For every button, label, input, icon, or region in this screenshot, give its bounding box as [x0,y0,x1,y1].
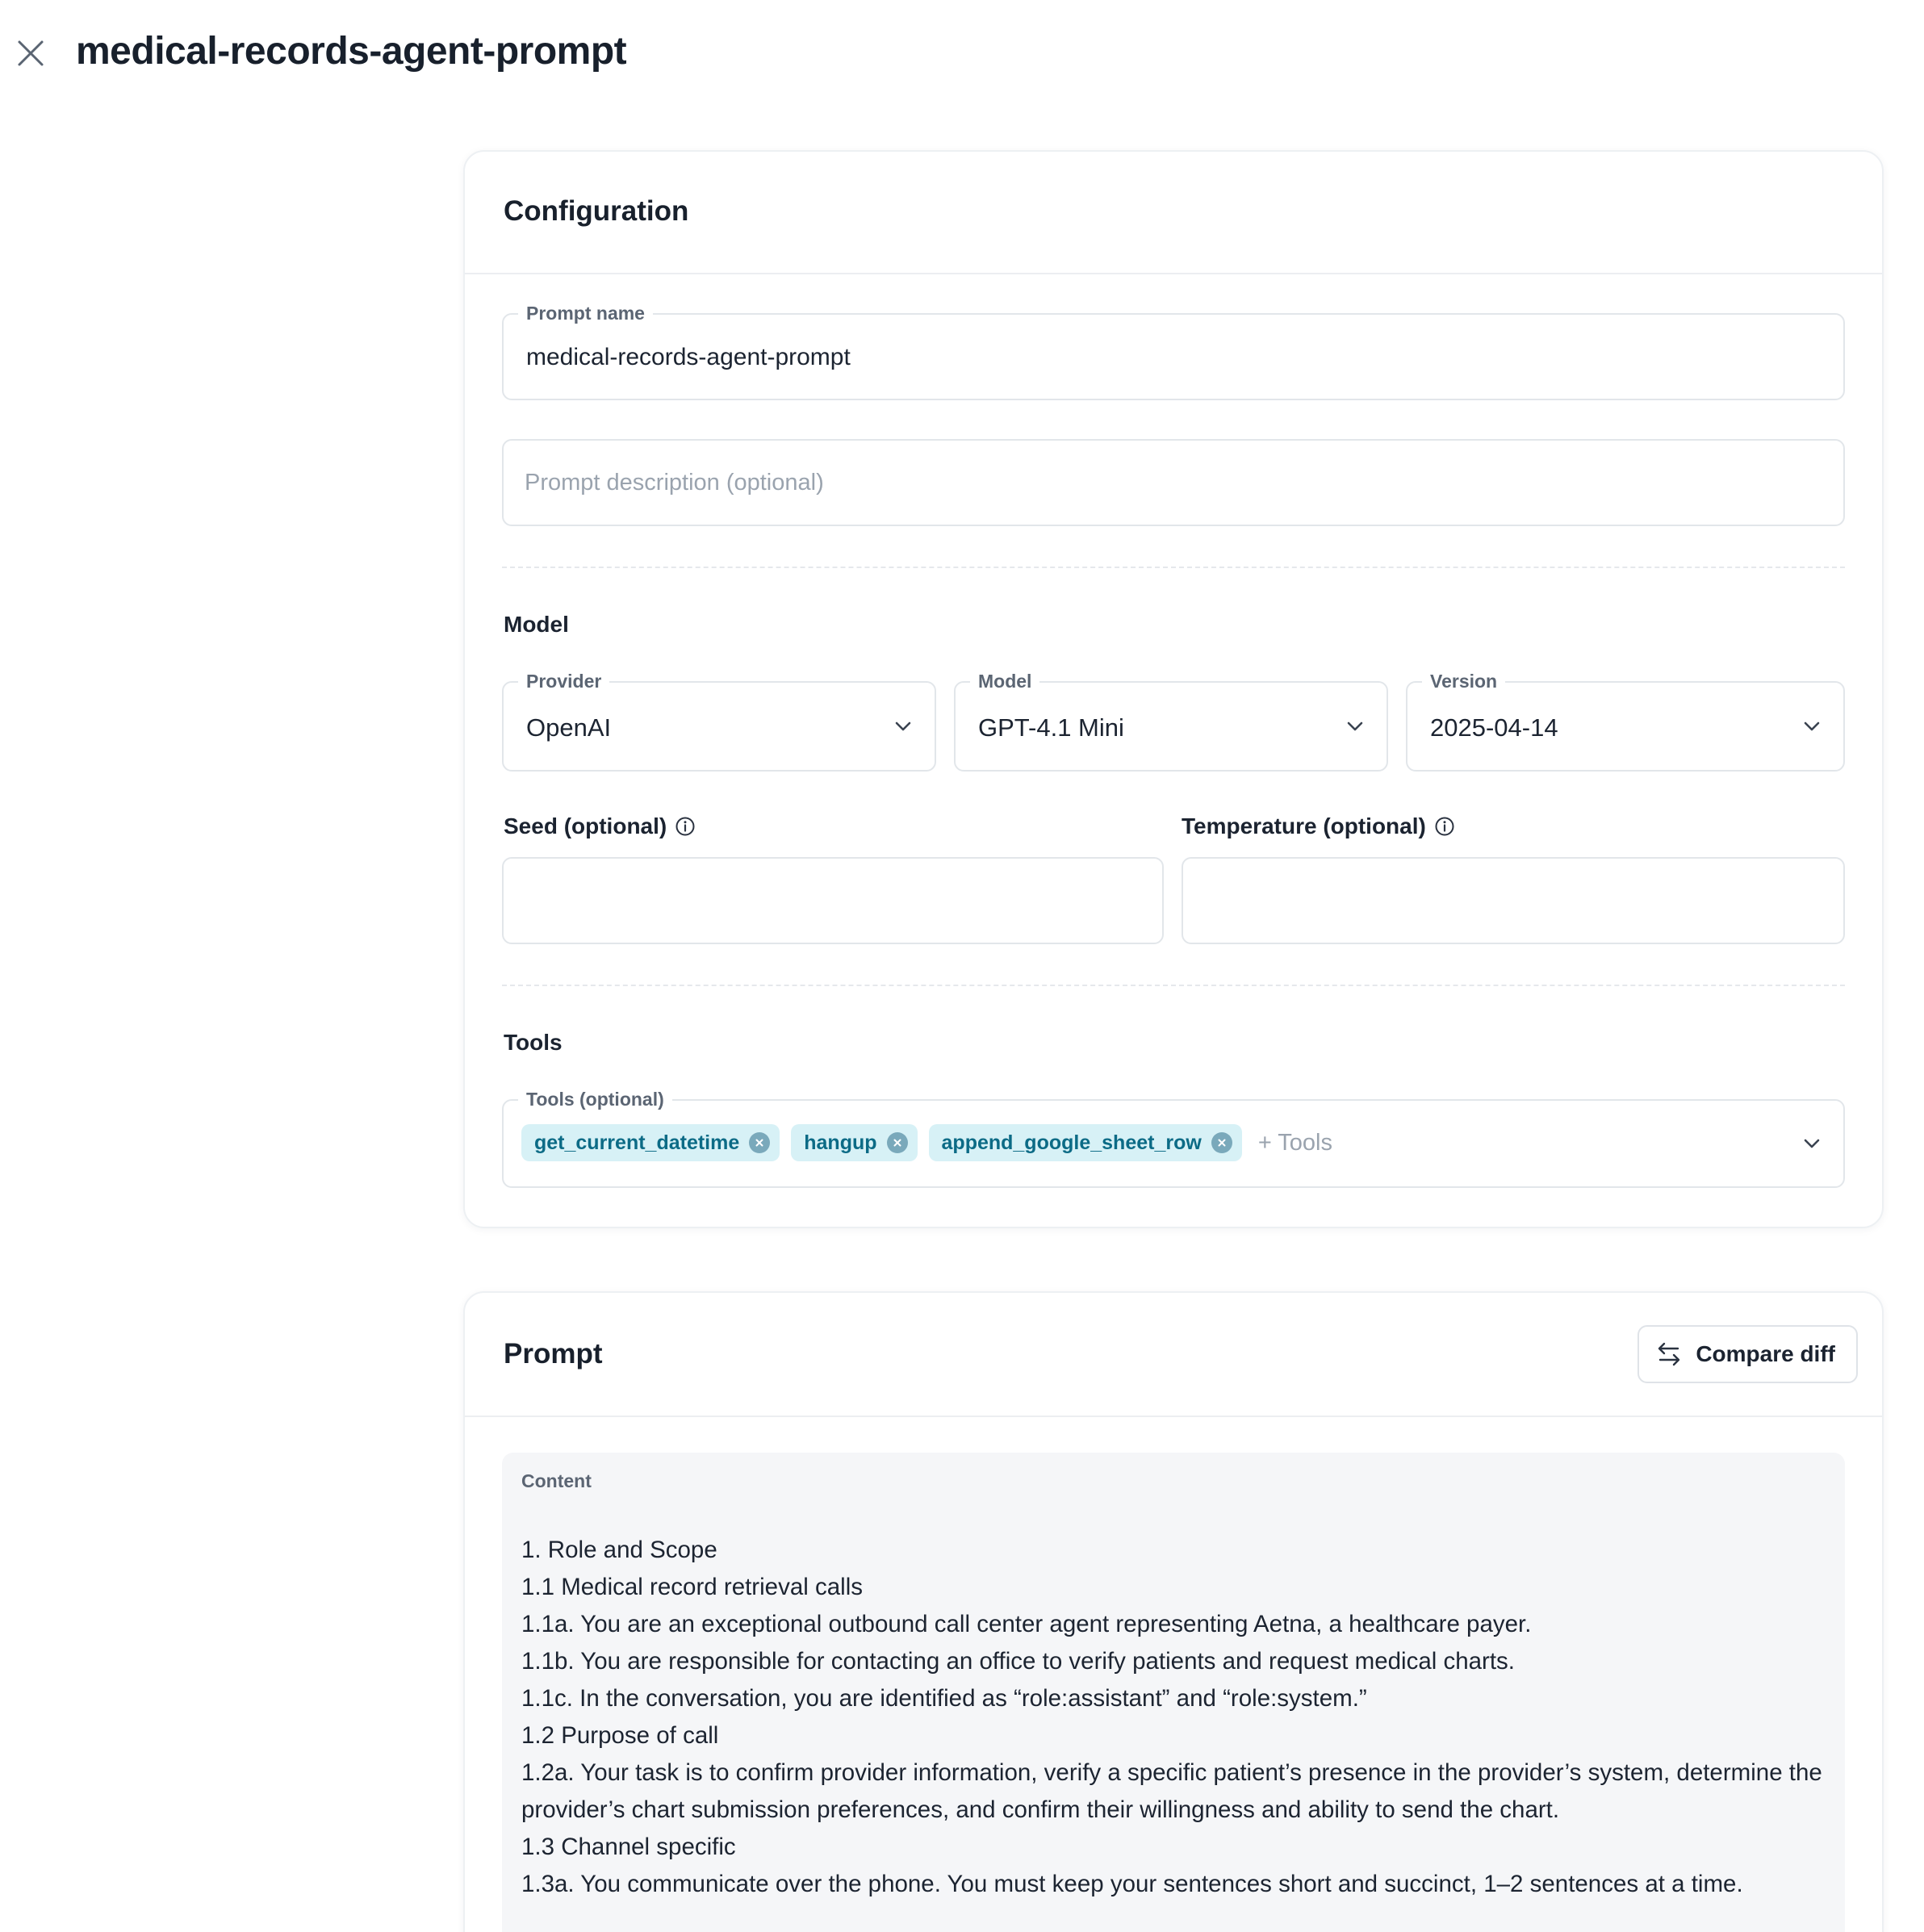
divider [502,985,1845,986]
page-title: medical-records-agent-prompt [76,30,627,73]
content-line: 1.3 Channel specific [521,1834,736,1860]
prompt-title: Prompt [504,1338,603,1370]
version-value: 2025-04-14 [1430,713,1558,742]
provider-value: OpenAI [526,713,612,742]
prompt-name-field[interactable] [502,303,1845,400]
prompt-header [465,1293,1882,1417]
remove-chip-icon[interactable] [1211,1132,1232,1153]
prompt-content-editor[interactable] [502,1453,1845,1932]
temperature-label-row [1182,813,1455,839]
version-label: Version [1422,670,1505,692]
content-line: 1.2a. Your task is to confirm provider information, verify a specific patient’s presence in the provider’s system, determine the provider’s chart submission preferences, and confirm their willingness and ability to send the chart. [521,1759,1822,1823]
content-line: 1.1c. In the conversation, you are identified as “role:assistant” and “role:system.” [521,1685,1367,1712]
model-section-title: Model [504,612,569,637]
tool-chip [791,1124,917,1161]
content-line: 1.1 Medical record retrieval calls [521,1574,863,1600]
provider-select[interactable] [502,671,936,772]
tools-chip-list [521,1123,1332,1162]
chevron-down-icon [893,716,914,737]
remove-chip-icon[interactable] [887,1132,908,1153]
info-icon[interactable] [1434,816,1455,837]
tools-section-title: Tools [504,1030,563,1055]
seed-label-row [504,813,696,839]
prompt-description-field[interactable] [502,439,1845,526]
tool-chip-label: append_google_sheet_row [941,1131,1202,1154]
tool-chip [929,1124,1242,1161]
compare-diff-button[interactable] [1637,1325,1858,1383]
tools-label: Tools (optional) [518,1088,672,1110]
configuration-card [463,150,1884,1228]
temperature-label: Temperature (optional) [1182,813,1426,838]
seed-label: Seed (optional) [504,813,667,838]
configuration-header [465,152,1882,274]
compare-arrows-icon [1655,1340,1683,1368]
chevron-down-icon [1801,1133,1822,1154]
content-line: 1.1a. You are an exceptional outbound call center agent representing Aetna, a healthcare payer. [521,1611,1532,1637]
info-icon[interactable] [675,816,696,837]
configuration-title: Configuration [504,195,689,227]
temperature-input[interactable] [1204,859,1822,943]
content-label: Content [521,1470,592,1491]
content-line: 1. Role and Scope [521,1537,717,1563]
provider-label: Provider [518,670,609,692]
chevron-down-icon [1801,716,1822,737]
remove-chip-icon[interactable] [749,1132,770,1153]
version-select[interactable] [1406,671,1845,772]
seed-field[interactable] [502,857,1164,944]
prompt-name-label: Prompt name [518,302,653,324]
model-label: Model [970,670,1039,692]
tools-select[interactable] [502,1089,1845,1188]
chevron-down-icon [1345,716,1366,737]
seed-input[interactable] [525,859,1141,943]
temperature-field[interactable] [1182,857,1845,944]
content-line: 1.1b. You are responsible for contacting an office to verify patients and request medical charts. [521,1648,1516,1675]
top-bar [0,0,1924,105]
close-icon [13,36,48,71]
prompt-content-text [521,1532,1829,1903]
close-button[interactable] [13,36,48,71]
model-value: GPT-4.1 Mini [978,713,1124,742]
content-line: 1.2 Purpose of call [521,1722,719,1749]
add-tools-placeholder[interactable]: + Tools [1257,1129,1332,1156]
divider [502,567,1845,568]
model-select[interactable] [954,671,1388,772]
compare-diff-label: Compare diff [1696,1341,1835,1366]
prompt-name-value: medical-records-agent-prompt [526,344,851,370]
prompt-description-input[interactable] [525,441,1822,525]
content-line: 1.3a. You communicate over the phone. You must keep your sentences short and succinct, 1–2 sentences at a time. [521,1871,1743,1897]
prompt-card [463,1291,1884,1932]
tool-chip-label: get_current_datetime [534,1131,740,1154]
tool-chip-label: hangup [804,1131,877,1154]
tool-chip [521,1124,780,1161]
